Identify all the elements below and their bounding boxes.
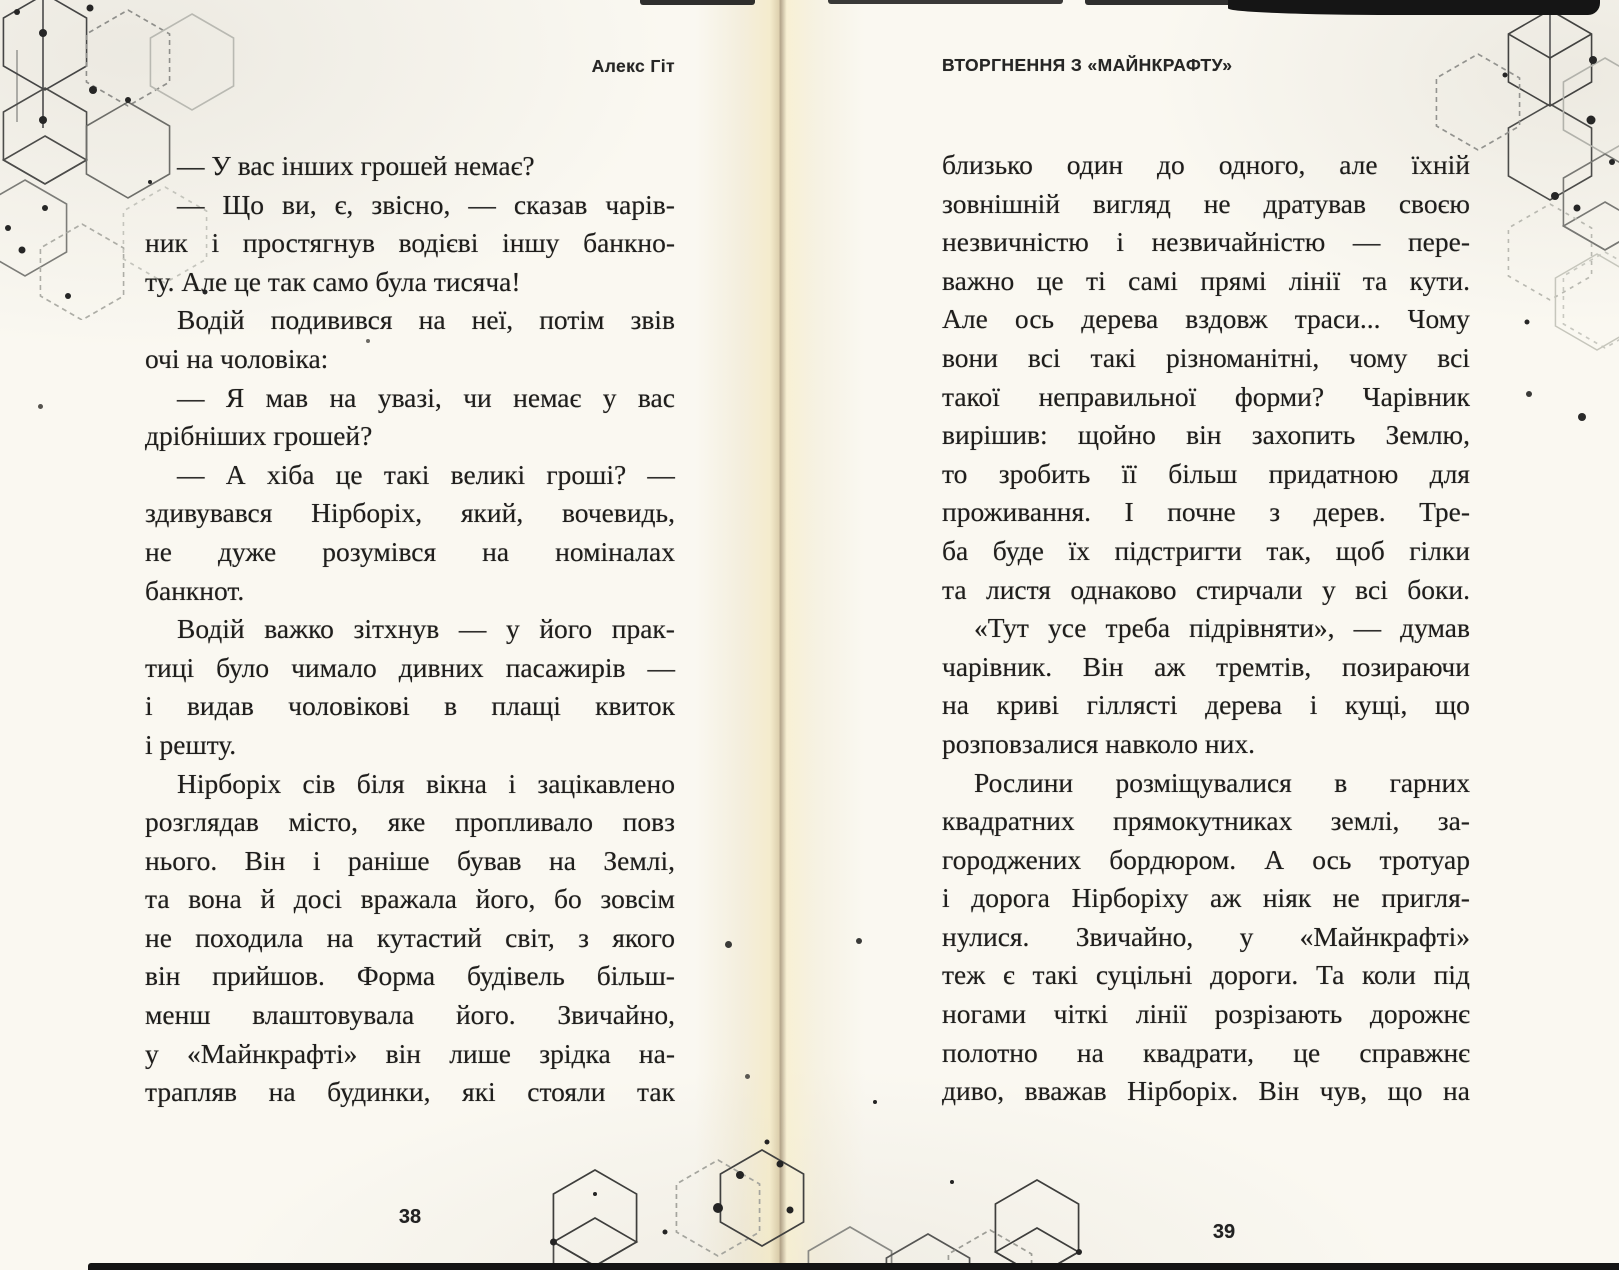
text-line: розглядав місто, яке пропливало повз: [145, 806, 675, 838]
text-line: квадратних прямокутниках землі, за-: [942, 805, 1470, 837]
text-line: — У вас інших грошей немає?: [177, 150, 535, 181]
text-line: Але ось дерева вздовж траси... Чому: [942, 303, 1470, 335]
scan-edge-artifact: [1085, 0, 1245, 5]
hexagon-pattern-bottom-icon: [520, 1090, 1120, 1270]
hexagon-pattern-right-edge-icon: [1545, 240, 1619, 440]
text-line: вирішив: щойно він захопить Землю,: [942, 419, 1470, 451]
page-number-right: 39: [1212, 1221, 1236, 1243]
text-line: — А хіба це такі великі гроші? —: [177, 458, 675, 490]
text-line: дрібніших грошей?: [145, 420, 373, 452]
paragraph: [942, 764, 1470, 1111]
scan-edge-artifact: [828, 0, 1063, 4]
text-line: близько один до одного, але їхній: [942, 149, 1470, 180]
text-line: Водій важко зітхнув — у його прак-: [177, 613, 675, 645]
text-line: такої неправильної форми? Чарівник: [942, 380, 1470, 412]
paragraph: [942, 609, 1470, 763]
text-line: у «Майнкрафті» він лише зрідка на-: [145, 1037, 675, 1069]
text-line: нулися. Звичайно, у «Майнкрафті»: [942, 920, 1470, 952]
text-line: менш влаштовувала його. Звичайно,: [145, 999, 675, 1031]
text-line: ногами чіткі лінії розрізають дорожнє: [942, 998, 1470, 1030]
text-line: вони всі такі різноманітні, чому всі: [942, 341, 1470, 373]
paragraph: [145, 456, 675, 610]
gutter-fold-shadow: [695, 0, 865, 1270]
text-line: нього. Він і раніше бував на Землі,: [145, 844, 675, 876]
running-head-author: Алекс Гіт: [591, 56, 675, 76]
scan-speck: [745, 1074, 750, 1079]
text-line: ту. Але це так само була тисяча!: [145, 265, 521, 297]
paragraph: [942, 146, 1470, 609]
scan-speck: [38, 404, 43, 409]
text-line: і решту.: [145, 728, 237, 760]
paragraph: [145, 301, 675, 378]
paragraph: [145, 147, 675, 186]
text-line: теж є такі суцільні дороги. Та коли під: [942, 959, 1470, 991]
text-line: то зробить її більш придатною для: [942, 457, 1470, 489]
text-line: очі на чоловіка:: [145, 342, 329, 374]
text-line: здивувався Нірборіх, який, вочевидь,: [145, 497, 675, 529]
text-line: важно це ті самі прямі лінії та кути.: [942, 264, 1470, 296]
left-page-text-column: [145, 147, 675, 1112]
text-line: «Тут усе треба підрівняти», — думав: [974, 612, 1470, 644]
scan-speck: [856, 938, 862, 944]
text-line: зовнішній вигляд не дратував своєю: [942, 187, 1470, 219]
text-line: тиці було чимало дивних пасажирів —: [145, 651, 675, 683]
text-line: і дорога Нірборіху аж ніяк не пригля-: [942, 882, 1470, 914]
text-line: не походила на кутастий світ, з якого: [145, 921, 675, 953]
text-line: — Я мав на увазі, чи немає у вас: [177, 381, 675, 413]
paragraph: [145, 765, 675, 1112]
paragraph: [145, 186, 675, 302]
text-line: трапляв на будинки, які стояли так: [145, 1076, 675, 1108]
text-line: не дуже розумівся на номіналах: [145, 535, 675, 567]
text-line: диво, вважав Нірборіх. Він чув, що на: [942, 1075, 1470, 1107]
text-line: на криві гіллясті дерева і кущі, що: [942, 689, 1470, 721]
scan-edge-artifact: [88, 1263, 1619, 1270]
text-line: незвичністю і незвичайністю — пере-: [942, 226, 1470, 258]
text-line: та вона й досі вражала його, бо зовсім: [145, 883, 675, 915]
paragraph: [145, 610, 675, 764]
right-page-text-column: [942, 146, 1470, 1111]
text-line: проживання. І почне з дерев. Тре-: [942, 496, 1470, 528]
text-line: він прийшов. Форма будівель більш-: [145, 960, 675, 992]
text-line: ба буде їх підстригти так, щоб гілки: [942, 534, 1470, 566]
scan-speck: [725, 941, 732, 948]
paragraph: [145, 379, 675, 456]
running-head-book-title: ВТОРГНЕННЯ З «МАЙНКРАФТУ»: [942, 55, 1233, 75]
text-line: банкнот.: [145, 574, 245, 606]
page-number-left: 38: [398, 1206, 422, 1228]
text-line: розповзалися навколо них.: [942, 727, 1255, 759]
text-line: Нірборіх сів біля вікна і зацікавлено: [177, 767, 675, 799]
text-line: — Що ви, є, звісно, — сказав чарів-: [177, 188, 675, 220]
text-line: чарівник. Він аж тремтів, позираючи: [942, 650, 1470, 682]
text-line: Рослини розміщувалися в гарних: [974, 766, 1470, 798]
text-line: ник і простягнув водієві іншу банкно-: [145, 227, 675, 259]
text-line: і видав чоловікові в плащі квиток: [145, 690, 675, 722]
text-line: Водій подивився на неї, потім звів: [177, 304, 675, 336]
scan-edge-artifact: [1228, 0, 1600, 15]
scan-speck: [1526, 391, 1532, 397]
text-line: полотно на квадрати, це справжнє: [942, 1036, 1470, 1068]
text-line: городжених бордюром. А ось тротуар: [942, 843, 1470, 875]
text-line: та листя однаково стирчали у всі боки.: [942, 573, 1470, 605]
scan-edge-artifact: [640, 0, 755, 5]
